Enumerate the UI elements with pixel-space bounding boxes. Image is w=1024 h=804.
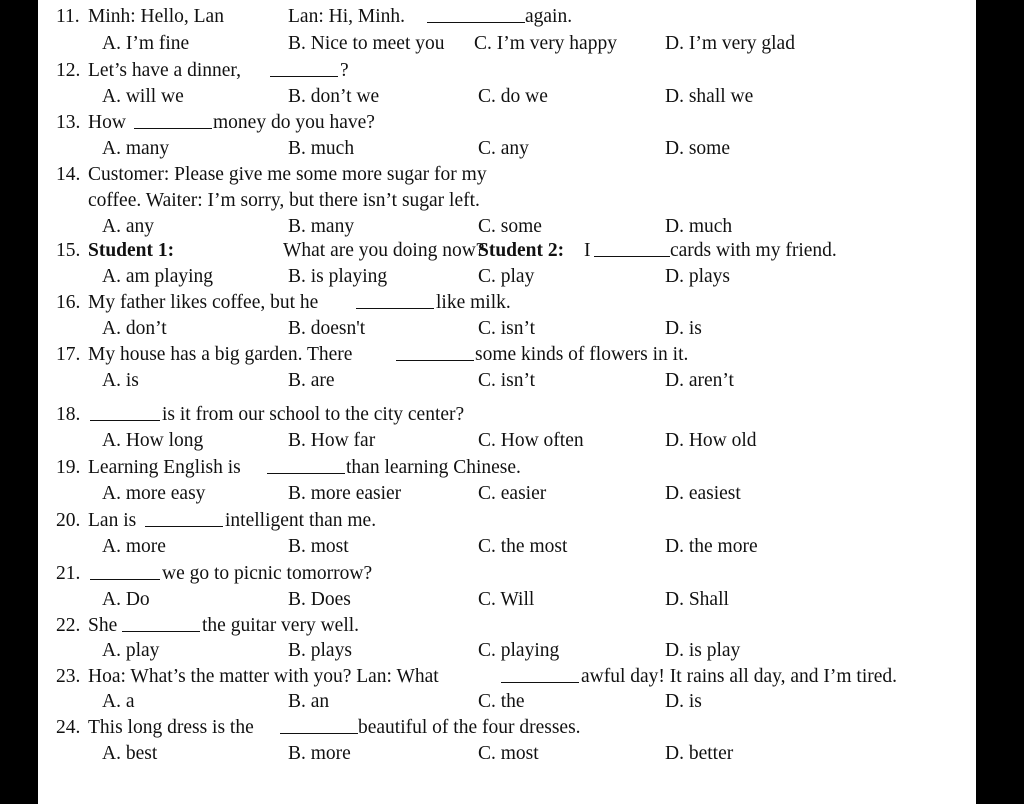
question-text: than learning Chinese.: [346, 457, 521, 478]
question-number: 19.: [56, 457, 81, 478]
answer-blank: [280, 715, 358, 741]
option-a[interactable]: A. will we: [102, 86, 184, 107]
option-c[interactable]: C. some: [478, 216, 542, 237]
question-text: some kinds of flowers in it.: [475, 344, 689, 365]
question-text: Lan is: [88, 510, 137, 531]
options-22: [38, 638, 976, 663]
option-a[interactable]: A. is: [102, 370, 139, 391]
question-text: Let’s have a dinner,: [88, 60, 241, 81]
option-a[interactable]: A. any: [102, 216, 154, 237]
option-d[interactable]: D. some: [665, 138, 730, 159]
option-d[interactable]: D. easiest: [665, 483, 741, 504]
option-d[interactable]: D. How old: [665, 430, 757, 451]
option-d[interactable]: D. Shall: [665, 589, 729, 610]
question-15: [38, 238, 976, 263]
answer-blank: [90, 402, 160, 428]
question-text: How: [88, 112, 126, 133]
option-a[interactable]: A. am playing: [102, 266, 214, 287]
option-c[interactable]: C. isn’t: [478, 318, 536, 339]
question-number: 12.: [56, 60, 81, 81]
question-17: [38, 342, 976, 367]
options-13: [38, 136, 976, 161]
question-text: coffee. Waiter: I’m sorry, but there isn’t sugar left.: [88, 190, 480, 211]
question-text: beautiful of the four dresses.: [358, 717, 581, 738]
question-number: 16.: [56, 292, 81, 313]
option-c[interactable]: C. the: [478, 691, 525, 712]
answer-blank: [90, 561, 160, 587]
option-c[interactable]: C. play: [478, 266, 535, 287]
option-b[interactable]: B. more easier: [288, 483, 402, 504]
option-c[interactable]: C. I’m very happy: [474, 33, 617, 54]
answer-blank: [396, 342, 474, 368]
question-text: money do you have?: [213, 112, 375, 133]
question-number: 15.: [56, 240, 81, 261]
question-16: [38, 290, 976, 315]
question-number: 18.: [56, 404, 81, 425]
option-a[interactable]: A. How long: [102, 430, 204, 451]
options-17: [38, 368, 976, 393]
option-a[interactable]: A. many: [102, 138, 170, 159]
question-text: again.: [525, 6, 573, 27]
question-text: I: [584, 240, 591, 261]
option-a[interactable]: A. a: [102, 691, 135, 712]
option-c[interactable]: C. the most: [478, 536, 568, 557]
question-text: She: [88, 615, 118, 636]
option-d[interactable]: D. shall we: [665, 86, 754, 107]
answer-blank: [145, 508, 223, 534]
option-c[interactable]: C. easier: [478, 483, 547, 504]
option-d[interactable]: D. plays: [665, 266, 730, 287]
question-text: is it from our school to the city center?: [162, 404, 465, 425]
question-23: [38, 664, 976, 689]
option-b[interactable]: B. much: [288, 138, 355, 159]
answer-blank: [267, 455, 345, 481]
question-text: like milk.: [436, 292, 511, 313]
answer-blank: [594, 238, 670, 264]
speaker-label: Student 2:: [478, 240, 565, 261]
question-text: This long dress is the: [88, 717, 254, 738]
question-number: 13.: [56, 112, 81, 133]
question-text: My father likes coffee, but he: [88, 292, 319, 313]
option-d[interactable]: D. aren’t: [665, 370, 734, 391]
option-a[interactable]: A. more easy: [102, 483, 206, 504]
answer-blank: [427, 4, 525, 30]
answer-blank: [122, 613, 200, 639]
worksheet-page: [38, 0, 976, 804]
answer-blank: [134, 110, 212, 136]
question-14: [38, 162, 976, 187]
option-b[interactable]: B. How far: [288, 430, 376, 451]
option-a[interactable]: A. I’m fine: [102, 33, 190, 54]
question-number: 21.: [56, 563, 81, 584]
options-15: [38, 264, 976, 289]
option-d[interactable]: D. the more: [665, 536, 758, 557]
option-b[interactable]: B. more: [288, 743, 351, 764]
question-20: [38, 508, 976, 533]
option-d[interactable]: D. much: [665, 216, 733, 237]
options-14: [38, 214, 976, 239]
option-a[interactable]: A. Do: [102, 589, 150, 610]
question-text: intelligent than me.: [225, 510, 377, 531]
answer-blank: [270, 58, 338, 84]
question-text: What are you doing now?: [283, 240, 485, 261]
question-text: Learning English is: [88, 457, 241, 478]
question-number: 11.: [56, 6, 80, 27]
question-number: 22.: [56, 615, 81, 636]
option-c[interactable]: C. isn’t: [478, 370, 536, 391]
option-c[interactable]: C. any: [478, 138, 529, 159]
option-c[interactable]: C. How often: [478, 430, 584, 451]
options-19: [38, 481, 976, 506]
option-d[interactable]: D. better: [665, 743, 734, 764]
option-b[interactable]: B. don’t we: [288, 86, 380, 107]
option-b[interactable]: B. Nice to meet you: [288, 33, 445, 54]
question-text: awful day! It rains all day, and I’m tired.: [581, 666, 898, 687]
option-a[interactable]: A. play: [102, 640, 160, 661]
question-22: [38, 613, 976, 638]
question-number: 24.: [56, 717, 81, 738]
answer-blank: [501, 664, 579, 690]
options-18: [38, 428, 976, 453]
question-14-cont: [38, 188, 976, 213]
option-d[interactable]: D. I’m very glad: [665, 33, 795, 54]
option-a[interactable]: A. best: [102, 743, 158, 764]
options-11: [38, 31, 976, 56]
question-number: 17.: [56, 344, 81, 365]
question-text: ?: [340, 60, 349, 81]
option-b[interactable]: B. doesn't: [288, 318, 366, 339]
question-24: [38, 715, 976, 740]
question-text: Customer: Please give me some more sugar for my: [88, 164, 487, 185]
options-20: [38, 534, 976, 559]
option-c[interactable]: C. most: [478, 743, 539, 764]
option-d[interactable]: D. is: [665, 691, 702, 712]
question-text: cards with my friend.: [670, 240, 837, 261]
option-b[interactable]: B. are: [288, 370, 335, 391]
question-text: Hoa: What’s the matter with you? Lan: What: [88, 666, 439, 687]
option-c[interactable]: C. playing: [478, 640, 560, 661]
option-b[interactable]: B. Does: [288, 589, 351, 610]
question-text: Lan: Hi, Minh.: [288, 6, 405, 27]
options-16: [38, 316, 976, 341]
question-12: [38, 58, 976, 83]
option-a[interactable]: A. don’t: [102, 318, 167, 339]
question-21: [38, 561, 976, 586]
question-text: Minh: Hello, Lan: [88, 6, 224, 27]
option-b[interactable]: B. many: [288, 216, 355, 237]
option-d[interactable]: D. is: [665, 318, 702, 339]
question-19: [38, 455, 976, 480]
option-b[interactable]: B. an: [288, 691, 330, 712]
options-23: [38, 689, 976, 714]
question-text: the guitar very well.: [202, 615, 360, 636]
question-text: we go to picnic tomorrow?: [162, 563, 373, 584]
option-d[interactable]: D. is play: [665, 640, 741, 661]
question-11: [38, 4, 976, 29]
options-24: [38, 741, 976, 766]
option-b[interactable]: B. most: [288, 536, 349, 557]
question-number: 23.: [56, 666, 81, 687]
question-number: 20.: [56, 510, 81, 531]
option-a[interactable]: A. more: [102, 536, 166, 557]
speaker-label: Student 1:: [88, 240, 175, 261]
option-c[interactable]: C. Will: [478, 589, 535, 610]
question-18: [38, 402, 976, 427]
option-c[interactable]: C. do we: [478, 86, 548, 107]
question-13: [38, 110, 976, 135]
question-number: 14.: [56, 164, 81, 185]
option-b[interactable]: B. plays: [288, 640, 352, 661]
options-12: [38, 84, 976, 109]
answer-blank: [356, 290, 434, 316]
option-b[interactable]: B. is playing: [288, 266, 388, 287]
options-21: [38, 587, 976, 612]
question-text: My house has a big garden. There: [88, 344, 353, 365]
